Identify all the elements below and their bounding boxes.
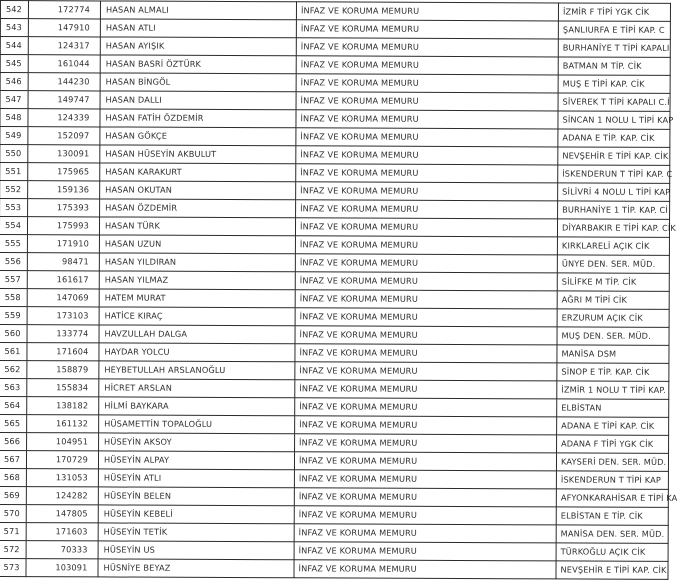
person-name: HİCRET ARSLAN	[99, 379, 295, 398]
registry-number: 173103	[27, 307, 99, 325]
assigned-unit: NEVŞEHİR E TİPİ KAP. CİK	[558, 147, 670, 165]
person-name: HASAN DALLI	[100, 91, 296, 110]
assigned-unit: İZMİR F TİPİ YGK CİK	[558, 3, 670, 21]
registry-number: 171604	[27, 343, 99, 361]
row-number: 562	[0, 360, 27, 378]
row-number: 556	[0, 252, 27, 270]
job-title: İNFAZ VE KORUMA MEMURU	[296, 182, 558, 201]
job-title: İNFAZ VE KORUMA MEMURU	[296, 20, 558, 39]
person-name: HASAN YILDIRAN	[99, 253, 295, 272]
row-number: 565	[0, 414, 27, 432]
person-name: HÜSEYİN TETİK	[98, 523, 294, 542]
job-title: İNFAZ VE KORUMA MEMURU	[296, 128, 558, 147]
person-name: HASAN GÖKÇE	[100, 127, 296, 146]
row-number: 557	[0, 270, 27, 288]
registry-number: 124282	[26, 487, 98, 505]
row-number: 566	[0, 432, 27, 450]
registry-number: 170729	[26, 451, 98, 469]
assigned-unit: AFYONKARAHİSAR E TİPİ KA	[556, 489, 668, 507]
job-title: İNFAZ VE KORUMA MEMURU	[296, 38, 558, 57]
job-title: İNFAZ VE KORUMA MEMURU	[295, 218, 557, 237]
job-title: İNFAZ VE KORUMA MEMURU	[295, 362, 557, 381]
registry-number: 161132	[27, 415, 99, 433]
assigned-unit: ŞANLIURFA E TİPİ KAP. C	[558, 21, 670, 39]
person-name: HASAN OKUTAN	[100, 181, 296, 200]
person-name: HASAN BİNGÖL	[100, 73, 296, 92]
assigned-unit: ADANA E TİP. KAP. CİK	[558, 129, 670, 147]
assigned-unit: ERZURUM AÇIK CİK	[557, 309, 669, 327]
job-title: İNFAZ VE KORUMA MEMURU	[296, 74, 558, 93]
job-title: İNFAZ VE KORUMA MEMURU	[295, 434, 557, 453]
job-title: İNFAZ VE KORUMA MEMURU	[296, 110, 558, 129]
row-number: 542	[0, 1, 28, 19]
person-name: HASAN ATLI	[100, 19, 296, 38]
registry-number: 103091	[26, 559, 98, 577]
person-name: HATİCE KIRAÇ	[99, 307, 295, 326]
row-number: 543	[0, 19, 28, 37]
job-title: İNFAZ VE KORUMA MEMURU	[295, 254, 557, 273]
row-number: 569	[0, 486, 26, 504]
job-title: İNFAZ VE KORUMA MEMURU	[295, 416, 557, 435]
person-name: HASAN BASRİ ÖZTÜRK	[100, 55, 296, 74]
assigned-unit: NEVŞEHİR E TİPİ KAP. CİK	[556, 561, 668, 579]
row-number: 572	[0, 540, 26, 558]
row-number: 573	[0, 558, 26, 576]
assigned-unit: DİYARBAKIR E TİPİ KAP. CİK	[557, 219, 669, 237]
row-number: 549	[0, 127, 28, 145]
registry-number: 130091	[28, 145, 100, 163]
row-number: 570	[0, 504, 26, 522]
job-title: İNFAZ VE KORUMA MEMURU	[296, 164, 558, 183]
person-name: HAYDAR YOLCU	[99, 343, 295, 362]
person-name: HÜSEYİN BELEN	[98, 487, 294, 506]
person-name: HÜSEYİN ATLI	[98, 469, 294, 488]
registry-number: 149747	[28, 91, 100, 109]
assigned-unit: SİVEREK T TİPİ KAPALI C.İ	[558, 93, 670, 111]
job-title: İNFAZ VE KORUMA MEMURU	[296, 92, 558, 111]
row-number: 559	[0, 306, 27, 324]
row-number: 545	[0, 55, 28, 73]
person-name: HASAN ÖZDEMİR	[100, 199, 296, 218]
assigned-unit: ÜNYE DEN. SER. MÜD.	[557, 255, 669, 273]
assigned-unit: İSKENDERUN T TİPİ KAP	[556, 471, 668, 489]
registry-number: 131053	[26, 469, 98, 487]
person-name: HASAN ALMALI	[100, 1, 296, 20]
registry-number: 147805	[26, 505, 98, 523]
row-number: 563	[0, 378, 27, 396]
assigned-unit: SİLİVRİ 4 NOLU L TİPİ KAP	[558, 183, 670, 201]
assigned-unit: AĞRI M TİPİ CİK	[557, 291, 669, 309]
registry-number: 124339	[28, 109, 100, 127]
registry-number: 133774	[27, 325, 99, 343]
assigned-unit: İSKENDERUN T TİPİ KAP. C	[558, 165, 670, 183]
row-number: 554	[0, 217, 28, 235]
registry-number: 175393	[28, 199, 100, 217]
registry-number: 159136	[28, 181, 100, 199]
person-name: HASAN HÜSEYİN AKBULUT	[100, 145, 296, 164]
person-name: HASAN YILMAZ	[99, 271, 295, 290]
person-name: HASAN TÜRK	[99, 217, 295, 236]
job-title: İNFAZ VE KORUMA MEMURU	[294, 470, 556, 489]
person-name: HEYBETULLAH ARSLANOĞLU	[99, 361, 295, 380]
assigned-unit: BATMAN M TİP. CİK	[558, 57, 670, 75]
assigned-unit: TÜRKOĞLU AÇIK CİK	[556, 543, 668, 561]
assigned-unit: SİNOP E TİP. KAP. CİK	[557, 363, 669, 381]
assigned-unit: MUŞ E TİPİ KAP. CİK	[558, 75, 670, 93]
job-title: İNFAZ VE KORUMA MEMURU	[296, 146, 558, 165]
registry-number: 171603	[26, 523, 98, 541]
job-title: İNFAZ VE KORUMA MEMURU	[294, 452, 556, 471]
job-title: İNFAZ VE KORUMA MEMURU	[294, 488, 556, 507]
person-name: HÜSAMETTİN TOPALOĞLU	[99, 415, 295, 434]
job-title: İNFAZ VE KORUMA MEMURU	[295, 308, 557, 327]
person-name: HASAN UZUN	[99, 235, 295, 254]
assigned-unit: BURHANİYE T TİPİ KAPALI	[558, 39, 670, 57]
row-number: 571	[0, 522, 26, 540]
job-title: İNFAZ VE KORUMA MEMURU	[295, 290, 557, 309]
row-number: 546	[0, 73, 28, 91]
job-title: İNFAZ VE KORUMA MEMURU	[295, 344, 557, 363]
job-title: İNFAZ VE KORUMA MEMURU	[295, 236, 557, 255]
registry-number: 172774	[28, 1, 100, 19]
job-title: İNFAZ VE KORUMA MEMURU	[294, 506, 556, 525]
table-body	[0, 1, 678, 580]
row-number: 560	[0, 324, 27, 342]
row-number: 558	[0, 288, 27, 306]
registry-number: 171910	[27, 235, 99, 253]
job-title: İNFAZ VE KORUMA MEMURU	[295, 272, 557, 291]
assigned-unit: BURHANİYE 1 TİP. KAP. Cİ	[558, 201, 670, 219]
registry-number: 147910	[28, 19, 100, 37]
assigned-unit: SİNCAN 1 NOLU L TİPİ KAP	[558, 111, 670, 129]
job-title: İNFAZ VE KORUMA MEMURU	[295, 380, 557, 399]
person-name: HÜSNİYE BEYAZ	[98, 559, 294, 578]
assigned-unit: ELBİSTAN	[557, 399, 669, 417]
job-title: İNFAZ VE KORUMA MEMURU	[296, 56, 558, 75]
row-number: 544	[0, 37, 28, 55]
row-number: 568	[0, 468, 26, 486]
person-name: HÜSEYİN ALPAY	[98, 451, 294, 470]
registry-number: 147069	[27, 289, 99, 307]
row-number: 548	[0, 109, 28, 127]
row-number: 555	[0, 234, 27, 252]
person-name: HÜSEYİN AKSOY	[99, 433, 295, 452]
registry-number: 124317	[28, 37, 100, 55]
registry-number: 104951	[27, 433, 99, 451]
registry-number: 98471	[27, 253, 99, 271]
job-title: İNFAZ VE KORUMA MEMURU	[294, 542, 556, 561]
job-title: İNFAZ VE KORUMA MEMURU	[295, 398, 557, 417]
registry-number: 158879	[27, 361, 99, 379]
registry-number: 70333	[26, 541, 98, 559]
person-name: HÜSEYİN US	[98, 541, 294, 560]
registry-number: 138182	[27, 397, 99, 415]
registry-number: 175965	[28, 163, 100, 181]
registry-number: 155834	[27, 379, 99, 397]
assigned-unit: ADANA F TİPİ YGK CİK	[557, 435, 669, 453]
assigned-unit: KIRKLARELİ AÇIK CİK	[557, 237, 669, 255]
job-title: İNFAZ VE KORUMA MEMURU	[296, 200, 558, 219]
person-name: HATEM MURAT	[99, 289, 295, 308]
row-number: 567	[0, 450, 27, 468]
row-number: 551	[0, 163, 28, 181]
registry-number: 175993	[27, 217, 99, 235]
job-title: İNFAZ VE KORUMA MEMURU	[295, 326, 557, 345]
table-row	[0, 558, 668, 579]
registry-number: 144230	[28, 73, 100, 91]
assigned-unit: KAYSERİ DEN. SER. MÜD.	[556, 453, 668, 471]
assigned-unit: SİLİFKE M TİP. CİK	[557, 273, 669, 291]
row-number: 553	[0, 199, 28, 217]
person-name: HASAN AYIŞIK	[100, 37, 296, 56]
person-name: HÜSEYİN KEBELİ	[98, 505, 294, 524]
assigned-unit: MANİSA DSM	[557, 345, 669, 363]
job-title: İNFAZ VE KORUMA MEMURU	[294, 560, 556, 579]
assigned-unit: MUŞ DEN. SER. MÜD.	[557, 327, 669, 345]
registry-number: 161044	[28, 55, 100, 73]
registry-number: 161617	[27, 271, 99, 289]
job-title: İNFAZ VE KORUMA MEMURU	[294, 524, 556, 543]
registry-number: 152097	[28, 127, 100, 145]
person-name: HASAN FATİH ÖZDEMİR	[100, 109, 296, 128]
assigned-unit: İZMİR 1 NOLU T TİPİ KAP.	[557, 381, 669, 399]
row-number: 561	[0, 342, 27, 360]
person-name: HASAN KARAKURT	[100, 163, 296, 182]
row-number: 550	[0, 145, 28, 163]
assigned-unit: ELBİSTAN E TİP. CİK	[556, 507, 668, 525]
assigned-unit: ADANA E TİPİ KAP. CİK	[557, 417, 669, 435]
job-title: İNFAZ VE KORUMA MEMURU	[296, 2, 558, 21]
row-number: 564	[0, 396, 27, 414]
row-number: 552	[0, 181, 28, 199]
row-number: 547	[0, 91, 28, 109]
person-name: HİLMİ BAYKARA	[99, 397, 295, 416]
person-name: HAVZULLAH DALGA	[99, 325, 295, 344]
assigned-unit: MANİSA DEN. SER. MÜD.	[556, 525, 668, 543]
